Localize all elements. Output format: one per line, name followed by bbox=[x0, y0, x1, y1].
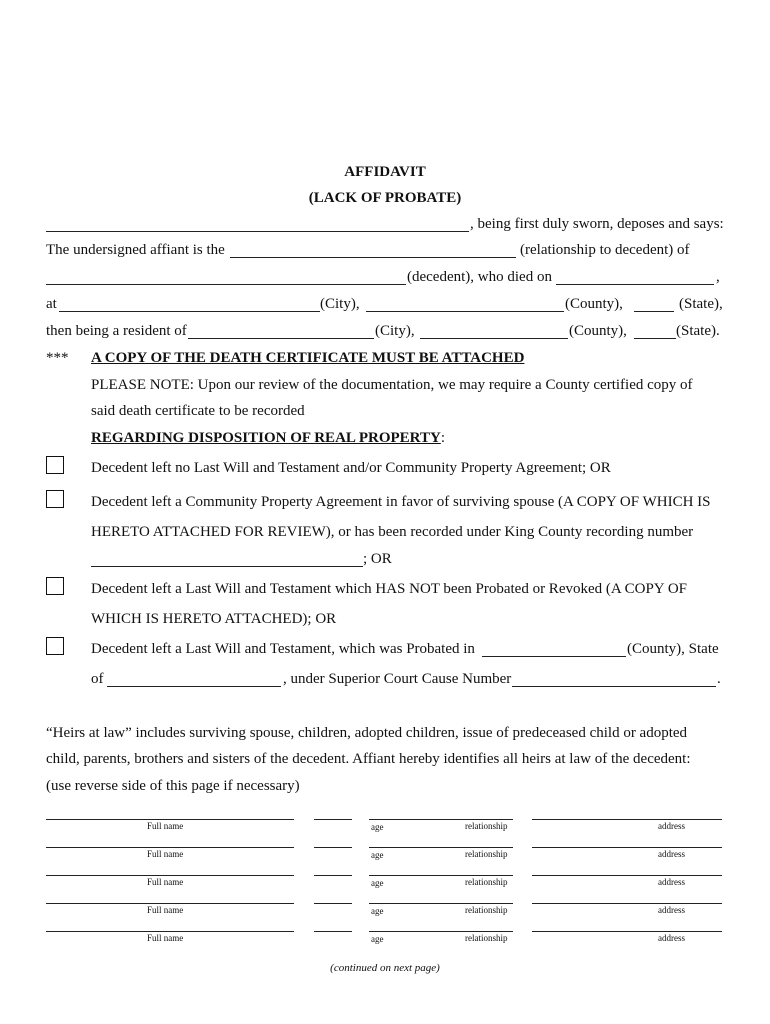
heir-relationship-field[interactable] bbox=[369, 931, 513, 932]
option-will-probated-line-2a: of bbox=[91, 671, 104, 687]
heir-age-field[interactable] bbox=[314, 931, 352, 932]
heir-age-field[interactable] bbox=[314, 819, 352, 820]
relationship-suffix: (relationship to decedent) of bbox=[520, 242, 690, 258]
relationship-field[interactable] bbox=[230, 257, 516, 258]
option-will-not-probated-line-2: WHICH IS HERETO ATTACHED); OR bbox=[91, 611, 337, 627]
heir-full-name-field[interactable] bbox=[46, 931, 294, 932]
heir-relationship-label: relationship bbox=[465, 933, 508, 943]
resident-county-label: (County), bbox=[569, 323, 627, 339]
heir-relationship-label: relationship bbox=[465, 849, 508, 859]
page-title: AFFIDAVIT bbox=[344, 164, 426, 180]
decedent-label: (decedent), who died on bbox=[407, 269, 552, 285]
heir-full-name-field[interactable] bbox=[46, 903, 294, 904]
heir-address-field[interactable] bbox=[532, 875, 722, 876]
heir-full-name-label: Full name bbox=[147, 849, 184, 859]
decedent-name-field[interactable] bbox=[46, 284, 406, 285]
page-subtitle: (LACK OF PROBATE) bbox=[308, 190, 462, 206]
probate-state-field[interactable] bbox=[107, 686, 281, 687]
heir-age-field[interactable] bbox=[314, 847, 352, 848]
death-state-label: (State), bbox=[679, 296, 723, 312]
option-will-probated-line-1a: Decedent left a Last Will and Testament, which was Probated in bbox=[91, 641, 475, 657]
heir-age-label: age bbox=[371, 850, 384, 860]
option-will-probated-end: . bbox=[717, 671, 721, 687]
heir-age-label: age bbox=[371, 934, 384, 944]
please-note-line-2: said death certificate to be recorded bbox=[91, 403, 305, 419]
recording-number-field[interactable] bbox=[91, 566, 363, 567]
heirs-paragraph-line-2: child, parents, brothers and sisters of the decedent. Affiant hereby identifies all heirs at law of the decedent: bbox=[46, 751, 691, 767]
death-county-field[interactable] bbox=[366, 311, 564, 312]
heir-full-name-field[interactable] bbox=[46, 875, 294, 876]
cause-number-field[interactable] bbox=[512, 686, 716, 687]
heir-full-name-label: Full name bbox=[147, 933, 184, 943]
death-city-field[interactable] bbox=[59, 311, 320, 312]
heir-age-label: age bbox=[371, 878, 384, 888]
heir-age-label: age bbox=[371, 906, 384, 916]
heir-address-label: address bbox=[658, 849, 685, 859]
affiant-relationship-label: The undersigned affiant is the bbox=[46, 242, 225, 258]
resident-county-field[interactable] bbox=[420, 338, 568, 339]
option-will-not-probated-checkbox[interactable] bbox=[46, 577, 64, 595]
please-note-line-1: PLEASE NOTE: Upon our review of the documentation, we may require a County certified copy of bbox=[91, 377, 693, 393]
asterisks: *** bbox=[46, 350, 69, 366]
resident-label: then being a resident of bbox=[46, 323, 187, 339]
heir-age-label: age bbox=[371, 822, 384, 832]
option-no-will-checkbox[interactable] bbox=[46, 456, 64, 474]
heir-relationship-field[interactable] bbox=[369, 819, 513, 820]
death-certificate-notice: A COPY OF THE DEATH CERTIFICATE MUST BE ATTACHED bbox=[91, 350, 525, 366]
resident-state-field[interactable] bbox=[634, 338, 676, 339]
continued-note: (continued on next page) bbox=[330, 962, 440, 974]
sworn-statement: , being first duly sworn, deposes and says: bbox=[470, 216, 724, 232]
heir-address-field[interactable] bbox=[532, 903, 722, 904]
heir-full-name-field[interactable] bbox=[46, 819, 294, 820]
heir-relationship-label: relationship bbox=[465, 877, 508, 887]
disposition-heading: REGARDING DISPOSITION OF REAL PROPERTY bbox=[91, 430, 441, 446]
probate-county-field[interactable] bbox=[482, 656, 626, 657]
option-will-probated-checkbox[interactable] bbox=[46, 637, 64, 655]
heirs-paragraph-line-3: (use reverse side of this page if necessary) bbox=[46, 778, 300, 794]
heir-address-label: address bbox=[658, 877, 685, 887]
heir-address-field[interactable] bbox=[532, 847, 722, 848]
heir-relationship-field[interactable] bbox=[369, 903, 513, 904]
option-will-not-probated-line-1: Decedent left a Last Will and Testament which HAS NOT been Probated or Revoked (A COPY OF bbox=[91, 581, 688, 597]
heirs-paragraph-line-1: “Heirs at law” includes surviving spouse, children, adopted children, issue of predeceased child or adopted bbox=[46, 725, 688, 741]
at-label: at bbox=[46, 296, 57, 312]
heir-age-field[interactable] bbox=[314, 875, 352, 876]
option-community-property-line-3: ; OR bbox=[363, 551, 392, 567]
heir-address-label: address bbox=[658, 905, 685, 915]
resident-city-label: (City), bbox=[375, 323, 415, 339]
heir-address-field[interactable] bbox=[532, 931, 722, 932]
option-will-probated-line-1b: (County), State bbox=[627, 641, 719, 657]
heir-address-label: address bbox=[658, 933, 685, 943]
heir-address-label: address bbox=[658, 821, 685, 831]
heir-relationship-label: relationship bbox=[465, 905, 508, 915]
comma: , bbox=[716, 269, 720, 285]
death-city-label: (City), bbox=[320, 296, 360, 312]
death-state-field[interactable] bbox=[634, 311, 674, 312]
disposition-heading-wrap bbox=[91, 429, 445, 447]
option-community-property-line-2: HERETO ATTACHED FOR REVIEW), or has been recorded under King County recording number bbox=[91, 524, 694, 540]
option-will-probated-line-2b: , under Superior Court Cause Number bbox=[283, 671, 512, 687]
resident-state-label: (State). bbox=[676, 323, 720, 339]
resident-city-field[interactable] bbox=[188, 338, 374, 339]
heir-full-name-field[interactable] bbox=[46, 847, 294, 848]
option-community-property-checkbox[interactable] bbox=[46, 490, 64, 508]
option-no-will-text: Decedent left no Last Will and Testament and/or Community Property Agreement; OR bbox=[91, 460, 611, 476]
heir-full-name-label: Full name bbox=[147, 821, 184, 831]
disposition-colon: : bbox=[440, 430, 445, 446]
option-community-property-line-1: Decedent left a Community Property Agreement in favor of surviving spouse (A COPY OF WHICH IS bbox=[91, 494, 711, 510]
heir-full-name-label: Full name bbox=[147, 877, 184, 887]
heir-full-name-label: Full name bbox=[147, 905, 184, 915]
heir-relationship-field[interactable] bbox=[369, 875, 513, 876]
death-county-label: (County), bbox=[565, 296, 623, 312]
heir-relationship-field[interactable] bbox=[369, 847, 513, 848]
heir-relationship-label: relationship bbox=[465, 821, 508, 831]
heir-address-field[interactable] bbox=[532, 819, 722, 820]
date-of-death-field[interactable] bbox=[556, 284, 714, 285]
heir-age-field[interactable] bbox=[314, 903, 352, 904]
affiant-name-field[interactable] bbox=[46, 231, 469, 232]
